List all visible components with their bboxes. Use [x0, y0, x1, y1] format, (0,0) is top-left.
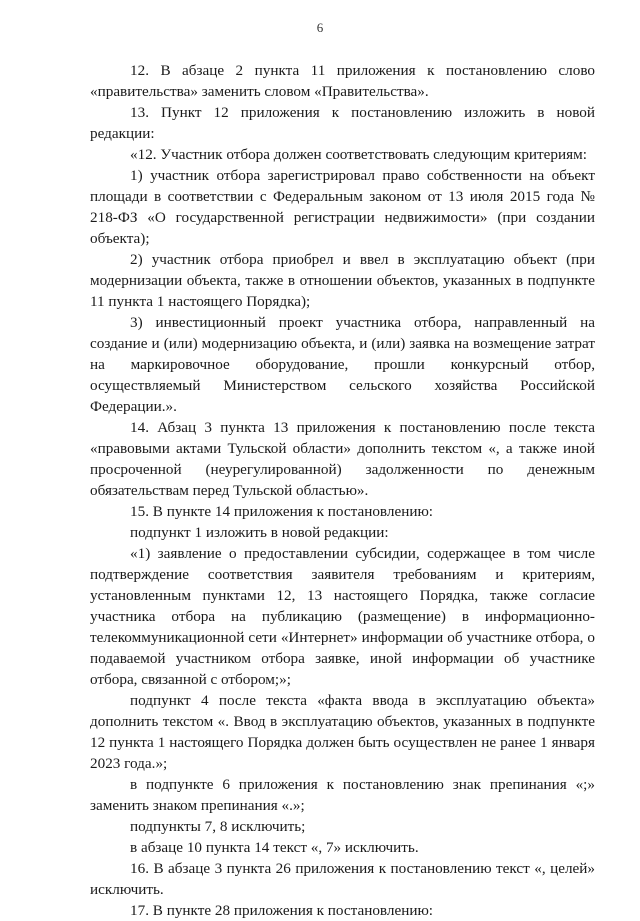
paragraph-item-13: 13. Пункт 12 приложения к постановлению изложить в новой редакции: — [90, 104, 595, 142]
paragraph-subitems-7-8: подпункты 7, 8 исключить; — [130, 818, 306, 835]
paragraph-criterion-3: 3) инвестиционный проект участника отбора, направленный на создание и (или) модернизацию объекта, и (или) заявка на возмещение затрат на маркировочное оборудование, прошли конкурсный отбор, осуществляемый Министерством сельского хозяйства Российской Федерации.». — [90, 314, 595, 415]
paragraph-item-17: 17. В пункте 28 приложения к постановлению: — [130, 902, 434, 919]
paragraph-item-12: 12. В абзаце 2 пункта 11 приложения к постановлению слово «правительства» заменить словом «Правительства». — [90, 62, 595, 100]
paragraph-subitem-6: в подпункте 6 приложения к постановлению знак препинания «;» заменить знаком препинания «.»; — [90, 776, 595, 814]
paragraph-item-16: 16. В абзаце 3 пункта 26 приложения к постановлению текст «, целей» исключить. — [90, 860, 595, 898]
paragraph-abzac-10: в абзаце 10 пункта 14 текст «, 7» исключить. — [130, 839, 419, 856]
paragraph-subitem-1-text: «1) заявление о предоставлении субсидии, содержащее в том числе подтверждение соответствия заявителя требованиям и критериям, установленным пунктами 12, 13 настоящего Порядка, также согласие участника отбора на публикацию (размещение) в информационно-телекоммуникационной сети «Интернет» информации об участнике отбора, о подаваемой участником отбора заявке, иной информации об участнике отбора, связанной с отбором;»; — [90, 545, 595, 688]
paragraph-criterion-2: 2) участник отбора приобрел и ввел в эксплуатацию объект (при модернизации объекта, также в отношении объектов, указанных в подпункте 11 пункта 1 настоящего Порядка); — [90, 251, 595, 310]
paragraph-item-15: 15. В пункте 14 приложения к постановлению: — [130, 503, 434, 520]
paragraph-criterion-1: 1) участник отбора зарегистрировал право собственности на объект площади в соответствии с Федеральным законом от 13 июля 2015 года № 218-ФЗ «О государственной регистрации недвижимости» (при создании объекта); — [90, 167, 595, 247]
paragraph-subitem-4: подпункт 4 после текста «факта ввода в эксплуатацию объекта» дополнить текстом «. Ввод в эксплуатацию объектов, указанных в подпункте 12 пункта 1 настоящего Порядка должен быть осуществлен не ранее 1 января 2023 года.»; — [90, 692, 595, 772]
paragraph-item-14: 14. Абзац 3 пункта 13 приложения к постановлению после текста «правовыми актами Тульской области» дополнить текстом «, а также иной просроченной (неурегулированной) задолженности по денежным обязательствам перед Тульской областью». — [90, 419, 595, 499]
page-number: 6 — [316, 20, 324, 35]
paragraph-criteria-intro: «12. Участник отбора должен соответствовать следующим критериям: — [130, 146, 587, 163]
document-body — [90, 60, 595, 921]
paragraph-subitem-1-intro: подпункт 1 изложить в новой редакции: — [130, 524, 389, 541]
